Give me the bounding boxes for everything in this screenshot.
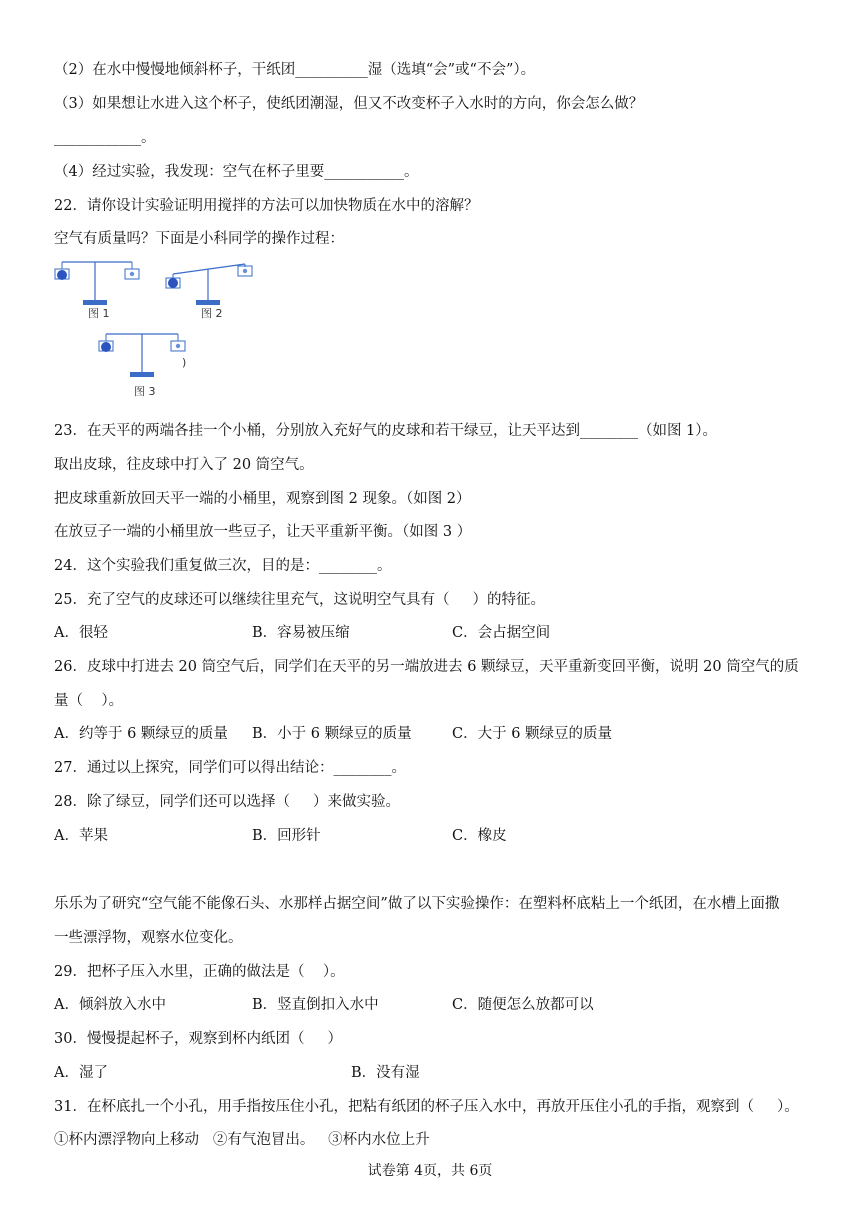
- figure-3-paren: ): [182, 356, 187, 369]
- q28-option-c[interactable]: C．橡皮: [452, 828, 507, 844]
- q21-part4: （4）经过实验，我发现：空气在杯子里要___________。: [54, 164, 419, 180]
- question-28: 28．除了绿豆，同学们还可以选择（ ）来做实验。: [54, 794, 400, 810]
- page-footer: 试卷第 4页，共 6页: [367, 1163, 493, 1179]
- step-3: 在放豆子一端的小桶里放一些豆子，让天平重新平衡。（如图 3 ）: [54, 524, 472, 540]
- q30-option-b[interactable]: B．没有湿: [351, 1065, 420, 1081]
- q28-option-b[interactable]: B．回形针: [252, 828, 321, 844]
- question-27: 27．通过以上探究，同学们可以得出结论：________。: [54, 760, 406, 776]
- question-31-items: ①杯内漂浮物向上移动 ②有气泡冒出。 ③杯内水位上升: [54, 1132, 430, 1148]
- q26-option-a[interactable]: A．约等于 6 颗绿豆的质量: [54, 726, 228, 742]
- q29-option-a[interactable]: A．倾斜放入水中: [54, 997, 166, 1013]
- q21-part2: （2）在水中慢慢地倾斜杯子，干纸团__________湿（选填“会”或“不会”）。: [54, 62, 536, 78]
- figure-3-label: 图 3: [134, 385, 156, 398]
- q29-option-b[interactable]: B．竖直倒扣入水中: [252, 997, 379, 1013]
- q26-option-c[interactable]: C．大于 6 颗绿豆的质量: [452, 726, 613, 742]
- q30-option-a[interactable]: A．湿了: [54, 1065, 108, 1081]
- lele-intro: 乐乐为了研究“空气能不能像石头、水那样占据空间”做了以下实验操作：在塑料杯底粘上一个纸团，在水槽上面撒: [54, 896, 780, 912]
- question-31: 31．在杯底扎一个小孔，用手指按压住小孔，把粘有纸团的杯子压入水中，再放开压住小孔的手指，观察到（ ）。: [54, 1099, 799, 1115]
- q21-part3-answer: ____________。: [54, 130, 156, 146]
- step-2: 把皮球重新放回天平一端的小桶里，观察到图 2 现象。（如图 2）: [54, 491, 471, 507]
- lele-intro-cont: 一些漂浮物，观察水位变化。: [54, 930, 243, 946]
- question-26: 26．皮球中打进去 20 筒空气后，同学们在天平的另一端放进去 6 颗绿豆，天平重新变回平衡，说明 20 筒空气的质: [54, 659, 799, 675]
- question-23: 23．在天平的两端各挂一个小桶，分别放入充好气的皮球和若干绿豆，让天平达到________（如图 1）。: [54, 423, 718, 439]
- balance-figure-3: [92, 330, 192, 390]
- q29-option-c[interactable]: C．随便怎么放都可以: [452, 997, 594, 1013]
- q25-option-b[interactable]: B．容易被压缩: [252, 625, 350, 641]
- question-26-cont: 量（ ）。: [54, 693, 124, 709]
- q25-option-c[interactable]: C．会占据空间: [452, 625, 551, 641]
- air-mass-intro: 空气有质量吗？下面是小科同学的操作过程：: [54, 231, 344, 247]
- question-30: 30．慢慢提起杯子，观察到杯内纸团（ ）: [54, 1031, 342, 1047]
- figure-2-label: 图 2: [201, 307, 223, 320]
- question-22: 22．请你设计实验证明用搅拌的方法可以加快物质在水中的溶解？: [54, 198, 479, 214]
- question-24: 24．这个实验我们重复做三次，目的是：________。: [54, 558, 392, 574]
- q25-option-a[interactable]: A．很轻: [54, 625, 108, 641]
- q21-part3: （3）如果想让水进入这个杯子，使纸团潮湿，但又不改变杯子入水时的方向，你会怎么做？: [54, 96, 644, 112]
- step-1: 取出皮球，往皮球中打入了 20 筒空气。: [54, 457, 314, 473]
- q28-option-a[interactable]: A．苹果: [54, 828, 108, 844]
- figure-1-label: 图 1: [88, 307, 110, 320]
- question-25: 25．充了空气的皮球还可以继续往里充气，这说明空气具有（ ）的特征。: [54, 592, 545, 608]
- question-29: 29．把杯子压入水里，正确的做法是（ ）。: [54, 964, 345, 980]
- q26-option-b[interactable]: B．小于 6 颗绿豆的质量: [252, 726, 412, 742]
